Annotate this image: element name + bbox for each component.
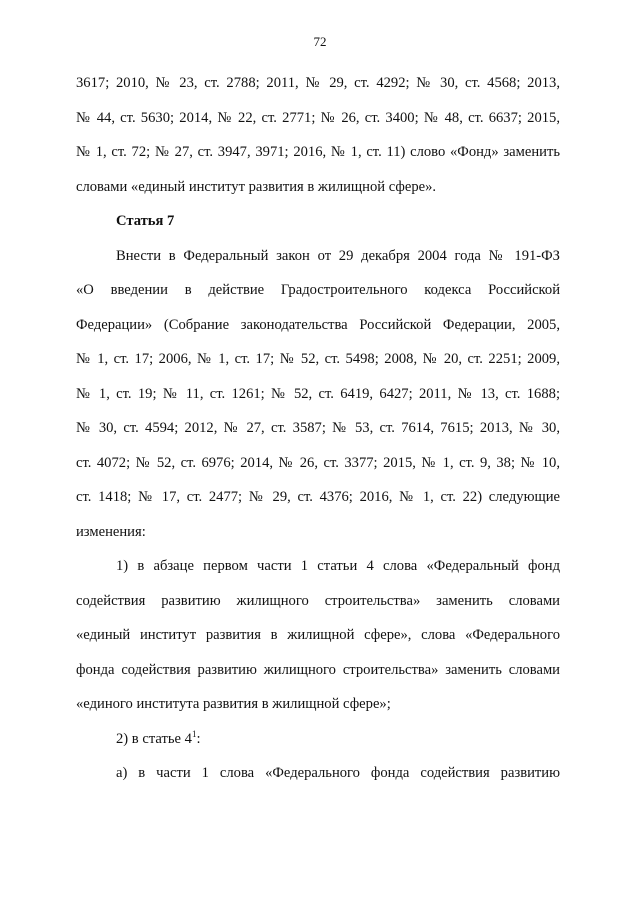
paragraph-item-2 (76, 722, 560, 757)
text-line: № 1, ст. 72; № 27, ст. 3947, 3971; 2016, № 1, ст. 11) слово «Фонд» заменить (76, 144, 560, 160)
document-body (76, 66, 560, 791)
text-line: ст. 4072; № 52, ст. 6976; 2014, № 26, ст. 3377; 2015, № 1, ст. 9, 38; № 10, (76, 454, 560, 471)
article-heading: Статья 7 (116, 213, 175, 229)
text-line: № 44, ст. 5630; 2014, № 22, ст. 2771; № 26, ст. 3400; № 48, ст. 6637; 2015, (76, 109, 560, 126)
text-line: изменения: (76, 523, 146, 540)
text-line: «единого института развития в жилищной сфере»; (76, 696, 391, 712)
text-line: 3617; 2010, № 23, ст. 2788; 2011, № 29, ст. 4292; № 30, ст. 4568; 2013, (76, 75, 560, 91)
paragraph-item-1 (76, 549, 560, 722)
text-line: 1) в абзаце первом части 1 статьи 4 слова «Федеральный фонд (116, 558, 560, 574)
text-line: фонда содействия развитию жилищного строительства» заменить словами (76, 661, 560, 678)
text-line: а) в части 1 слова «Федерального фонда содействия развитию (116, 765, 560, 781)
superscript: 1 (191, 728, 197, 739)
text-line: Федерации» (Собрание законодательства Российской Федерации, 2005, (76, 316, 560, 333)
text-line: № 30, ст. 4594; 2012, № 27, ст. 3587; № 53, ст. 7614, 7615; 2013, № 30, (76, 420, 560, 436)
text-line: № 1, ст. 19; № 11, ст. 1261; № 52, ст. 6419, 6427; 2011, № 13, ст. 1688; (76, 385, 560, 402)
item-2-prefix: 2) в статье 4 (116, 730, 192, 747)
paragraph-item-2a (76, 756, 560, 791)
text-line: «О введении в действие Градостроительного кодекса Российской (76, 282, 560, 298)
text-line: словами «единый институт развития в жилищной сфере». (76, 178, 437, 195)
text-line: ст. 1418; № 17, ст. 2477; № 29, ст. 4376; 2016, № 1, ст. 22) следующие (76, 489, 560, 505)
item-2-suffix: : (196, 730, 201, 747)
text-line: «единый институт развития в жилищной сфере», слова «Федерального (76, 627, 560, 643)
text-line: содействия развитию жилищного строительства» заменить словами (76, 592, 560, 609)
paragraph-article-intro (76, 239, 560, 550)
page-number: 72 (313, 34, 327, 49)
text-line: № 1, ст. 17; 2006, № 1, ст. 17; № 52, ст. 5498; 2008, № 20, ст. 2251; 2009, (76, 351, 560, 367)
paragraph-continuation (76, 66, 560, 204)
text-line: Внести в Федеральный закон от 29 декабря 2004 года № 191-ФЗ (116, 247, 560, 264)
